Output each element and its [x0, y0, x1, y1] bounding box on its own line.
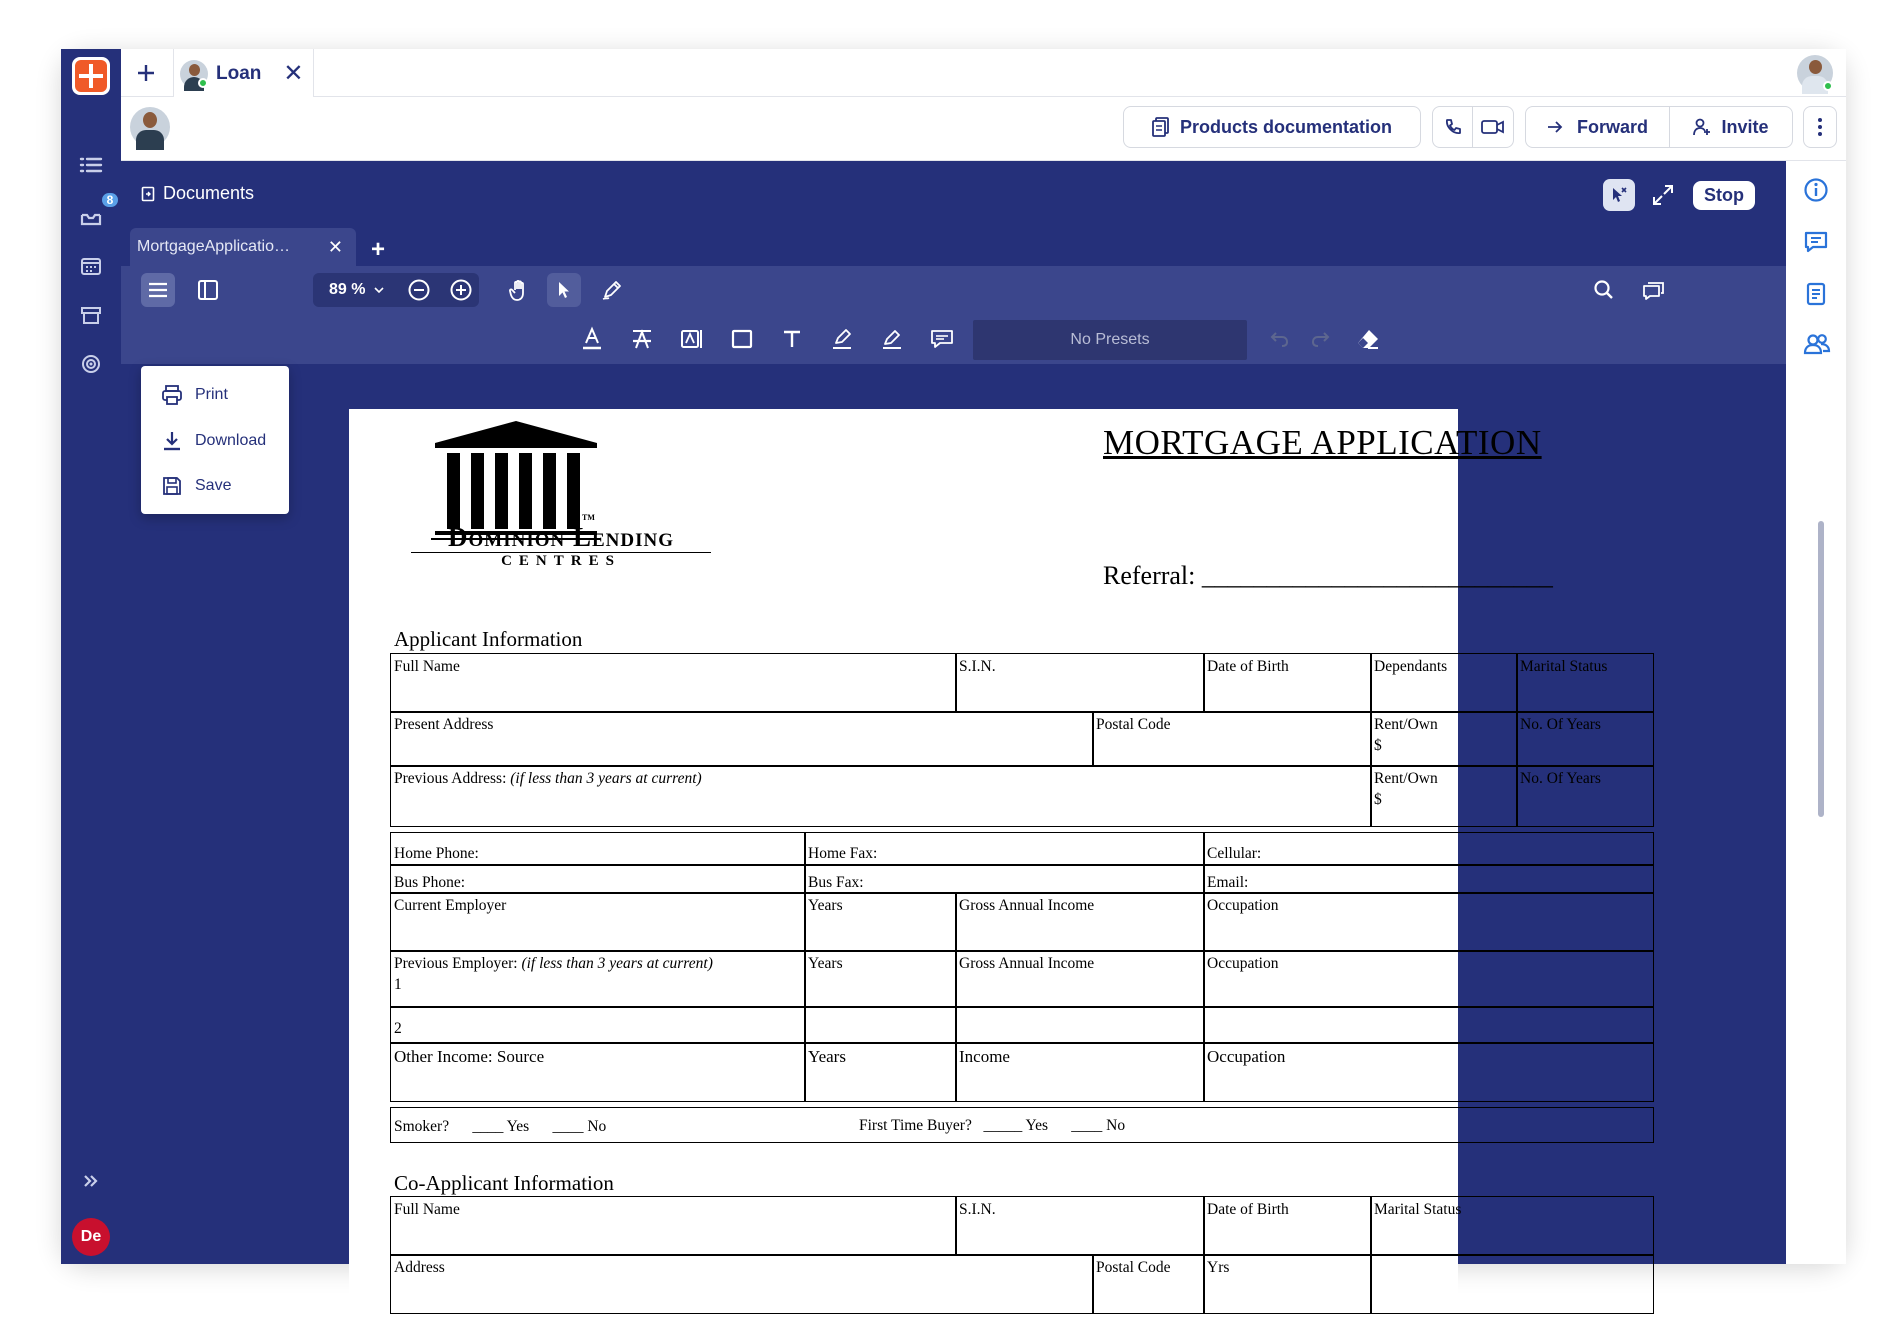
menu-item-save[interactable]: [161, 471, 231, 501]
bus-phone-field[interactable]: Bus Phone:: [390, 864, 806, 894]
co-sin-field[interactable]: S.I.N.: [955, 1196, 1205, 1256]
co-applicant-section-title: Co-Applicant Information: [394, 1171, 614, 1195]
sidebar-toggle-button[interactable]: [191, 273, 225, 307]
rent-own-field[interactable]: Rent/Own $: [1370, 711, 1518, 767]
menu-item-print[interactable]: [161, 380, 228, 410]
menu-button[interactable]: [141, 273, 175, 307]
logo-text-dominion: Dominion Lending: [448, 522, 674, 552]
fullscreen-button[interactable]: [1647, 179, 1679, 211]
note-tool-button[interactable]: [925, 322, 959, 356]
stop-button[interactable]: Stop: [1693, 181, 1755, 210]
panel-icon: [197, 279, 219, 301]
referral-field[interactable]: Referral: ___________________________: [1103, 561, 1553, 590]
list-icon[interactable]: [76, 152, 106, 182]
undo-button[interactable]: [1262, 322, 1296, 356]
select-tool-button[interactable]: [547, 273, 581, 307]
previous-employer-field[interactable]: Previous Employer: (if less than 3 years at current) 1: [390, 950, 806, 1008]
forward-button[interactable]: [1526, 107, 1670, 147]
text-box-icon: [680, 328, 704, 350]
menu-item-download[interactable]: [161, 426, 266, 456]
text-tool-button[interactable]: [775, 322, 809, 356]
new-tab-button[interactable]: [129, 56, 163, 90]
search-icon: [1593, 279, 1615, 301]
user-avatar[interactable]: De: [72, 1218, 110, 1256]
video-button[interactable]: [1473, 107, 1513, 147]
rectangle-icon: [731, 329, 753, 349]
calendar-icon[interactable]: [76, 251, 106, 281]
logo-text-centres: CENTRES: [501, 553, 621, 569]
zoom-control: [313, 273, 479, 307]
double-chevron-right-icon[interactable]: [76, 1166, 106, 1196]
employer-years-field[interactable]: Years: [804, 892, 957, 952]
close-icon[interactable]: ✕: [283, 59, 304, 87]
other-income-years-field[interactable]: Years: [804, 1042, 957, 1102]
tab-bar: [121, 49, 1846, 97]
previous-employer-years-field[interactable]: Years: [804, 950, 957, 1008]
search-button[interactable]: [1587, 273, 1621, 307]
co-full-name-field[interactable]: Full Name: [390, 1196, 957, 1256]
undo-icon: [1269, 330, 1289, 348]
hamburger-icon: [148, 282, 168, 298]
menu-item-download-label: Download: [195, 432, 267, 449]
products-documentation-label: Products documentation: [1179, 116, 1392, 137]
previous-occupation-field[interactable]: Occupation: [1203, 950, 1654, 1008]
annotation-toolbar: [121, 314, 1786, 364]
more-options-button[interactable]: [1803, 106, 1837, 148]
redo-icon: [1311, 330, 1331, 348]
co-extra-field[interactable]: [1370, 1254, 1654, 1314]
comment-icon: [930, 328, 954, 350]
zoom-out-icon[interactable]: [407, 278, 431, 302]
years-at-address-field[interactable]: No. Of Years: [1516, 711, 1654, 767]
co-address-field[interactable]: Address: [390, 1254, 1094, 1314]
smoker-row[interactable]: Smoker? ____ Yes ____ No: [390, 1107, 1654, 1143]
previous-gross-income-field[interactable]: Gross Annual Income: [955, 950, 1205, 1008]
text-underline-icon: [581, 327, 603, 351]
conversation-header: [121, 97, 1846, 161]
document-page[interactable]: [349, 409, 1608, 1309]
file-menu: [141, 366, 289, 514]
previous-years-field[interactable]: No. Of Years: [1516, 765, 1654, 827]
pen-icon: [881, 328, 903, 350]
form-title: MORTGAGE APPLICATION: [1103, 423, 1542, 462]
pen-icon: [601, 279, 623, 301]
co-years-field[interactable]: Yrs: [1203, 1254, 1372, 1314]
chat-icon[interactable]: [1803, 229, 1829, 260]
save-icon: [161, 475, 183, 497]
menu-item-save-label: Save: [195, 477, 232, 494]
current-employer-field[interactable]: Current Employer: [390, 892, 806, 952]
kebab-menu-icon: [1817, 117, 1823, 137]
invite-label: Invite: [1721, 116, 1769, 137]
strikeout-tool-button[interactable]: [625, 322, 659, 356]
co-dob-field[interactable]: Date of Birth: [1203, 1196, 1372, 1256]
document-viewer: [121, 161, 1786, 1276]
draw-tool-button[interactable]: [595, 273, 629, 307]
phone-button[interactable]: [1433, 107, 1473, 147]
close-icon[interactable]: ✕: [327, 237, 343, 257]
hand-icon: [509, 278, 531, 302]
text-strikeout-icon: [631, 328, 653, 350]
co-postal-code-field[interactable]: Postal Code: [1092, 1254, 1205, 1314]
other-income-field[interactable]: Other Income: Source: [390, 1042, 806, 1102]
previous-address-field[interactable]: Previous Address: (if less than 3 years at current): [390, 765, 1372, 827]
app-logo[interactable]: [72, 57, 110, 95]
arrow-right-icon: [1547, 120, 1563, 134]
previous-employer-2-income-field[interactable]: [955, 1006, 1205, 1044]
documents-header: [141, 183, 254, 204]
highlight-tool-button[interactable]: [825, 322, 859, 356]
inbox-icon[interactable]: [76, 193, 114, 231]
left-sidebar: [61, 49, 121, 1264]
document-tab-label: MortgageApplicatio…: [137, 238, 290, 255]
participants-icon[interactable]: [1803, 331, 1831, 362]
pan-tool-button[interactable]: [503, 273, 537, 307]
document-icon: [1152, 117, 1170, 137]
add-user-icon: [1693, 118, 1711, 136]
previous-employer-2-field[interactable]: 2: [390, 1006, 806, 1044]
online-status-dot: [198, 78, 208, 88]
sin-field[interactable]: S.I.N.: [955, 653, 1205, 713]
video-icon: [1481, 119, 1505, 135]
bus-fax-field[interactable]: Bus Fax:: [804, 864, 1205, 894]
info-icon[interactable]: [1803, 177, 1829, 208]
viewer-toolbar: [121, 266, 1786, 314]
archive-icon[interactable]: [76, 300, 106, 330]
cellular-field[interactable]: Cellular:: [1203, 832, 1654, 866]
gross-income-field[interactable]: Gross Annual Income: [955, 892, 1205, 952]
phone-icon: [1444, 118, 1462, 136]
download-icon: [161, 430, 183, 452]
rectangle-tool-button[interactable]: [725, 322, 759, 356]
chevron-down-icon[interactable]: [374, 286, 384, 294]
occupation-field[interactable]: Occupation: [1203, 892, 1654, 952]
redo-button[interactable]: [1304, 322, 1338, 356]
add-document-button[interactable]: +: [371, 236, 386, 263]
present-address-field[interactable]: Present Address: [390, 711, 1094, 767]
profile-avatar[interactable]: [1797, 55, 1833, 91]
call-group: [1432, 106, 1514, 148]
previous-employer-2-years-field[interactable]: [804, 1006, 957, 1044]
previous-rent-own-field[interactable]: Rent/Own $: [1370, 765, 1518, 827]
first-time-buyer-field[interactable]: First Time Buyer? _____ Yes ____ No: [859, 1117, 1126, 1134]
print-icon: [161, 384, 183, 406]
pointer-icon: [556, 280, 572, 300]
presets-dropdown[interactable]: No Presets: [973, 320, 1247, 360]
menu-item-print-label: Print: [195, 386, 228, 403]
documents-title: Documents: [163, 183, 255, 203]
eraser-icon: [1356, 328, 1380, 350]
free-text-tool-button[interactable]: [675, 322, 709, 356]
contact-avatar[interactable]: [130, 107, 170, 147]
inbox-badge: 8: [100, 191, 120, 209]
email-field[interactable]: Email:: [1203, 864, 1654, 894]
expand-icon: [1652, 184, 1674, 206]
zoom-in-icon[interactable]: [449, 278, 473, 302]
postal-code-field[interactable]: Postal Code: [1092, 711, 1372, 767]
other-income-amount-field[interactable]: Income: [955, 1042, 1205, 1102]
other-income-occupation-field[interactable]: Occupation: [1203, 1042, 1654, 1102]
broadcast-icon[interactable]: [76, 349, 106, 379]
home-phone-field[interactable]: Home Phone:: [390, 832, 806, 866]
zoom-level[interactable]: 89 %: [329, 281, 366, 298]
full-name-field[interactable]: Full Name: [390, 653, 957, 713]
dependants-field[interactable]: Dependants: [1370, 653, 1518, 713]
trademark-mark: TM: [582, 513, 595, 522]
cursor-share-icon: [1609, 185, 1629, 205]
co-marital-status-field[interactable]: Marital Status: [1370, 1196, 1654, 1256]
applicant-section-title: Applicant Information: [394, 627, 583, 651]
notes-icon[interactable]: [1803, 281, 1829, 312]
eraser-tool-button[interactable]: [1351, 322, 1385, 356]
share-cursor-button[interactable]: [1603, 179, 1635, 211]
invite-button[interactable]: [1670, 107, 1792, 147]
highlighter-icon: [831, 328, 853, 350]
action-group: [1525, 106, 1793, 148]
previous-employer-2-occupation-field[interactable]: [1203, 1006, 1654, 1044]
document-share-icon: [141, 186, 155, 202]
tab-label: Loan: [216, 62, 262, 84]
home-fax-field[interactable]: Home Fax:: [804, 832, 1205, 866]
right-rail: [1786, 161, 1846, 1264]
forward-label: Forward: [1576, 116, 1648, 137]
tab-loan[interactable]: [173, 49, 314, 98]
products-documentation-button[interactable]: [1123, 106, 1421, 148]
text-icon: [782, 329, 802, 349]
comments-panel-button[interactable]: [1637, 273, 1671, 307]
document-scrollbar[interactable]: [1818, 521, 1824, 817]
comments-icon: [1642, 279, 1666, 301]
marital-status-field[interactable]: Marital Status: [1516, 653, 1654, 713]
app-window: [61, 49, 1846, 1276]
ink-tool-button[interactable]: [875, 322, 909, 356]
document-tab[interactable]: [130, 228, 356, 266]
dob-field[interactable]: Date of Birth: [1203, 653, 1372, 713]
underline-tool-button[interactable]: [575, 322, 609, 356]
